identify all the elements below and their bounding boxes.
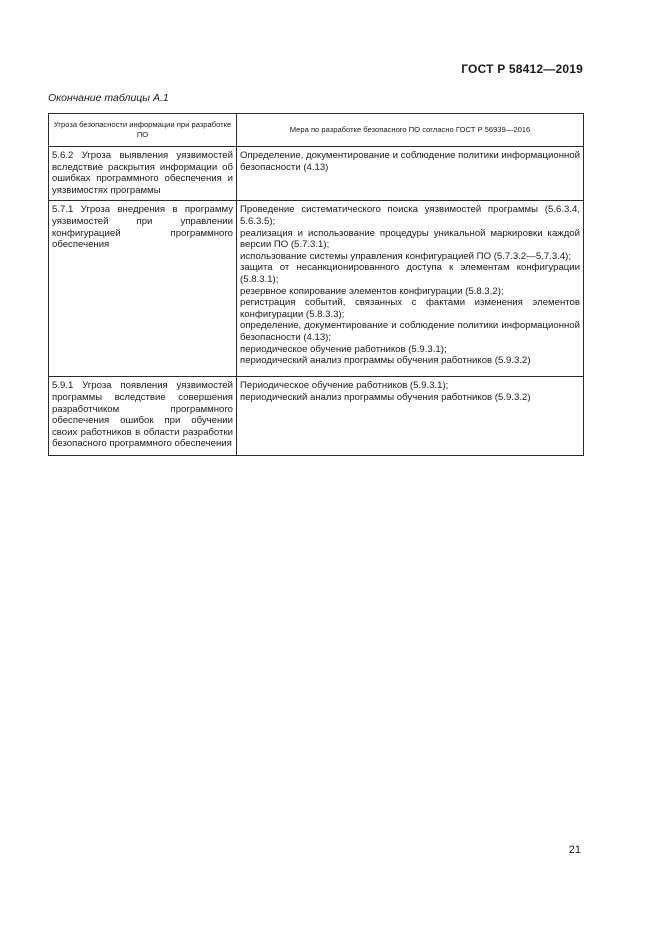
measure-item: регистрация событий, связанных с фактами изменения элементов конфигурации (5.8.3.3); xyxy=(240,297,580,320)
measure-cell xyxy=(237,201,584,377)
measure-item: реализация и использование процедуры уникальной маркировки каждой версии ПО (5.7.3.1); xyxy=(240,227,580,251)
measure-item: Периодическое обучение работников (5.9.3.1); xyxy=(240,380,449,392)
threat-measure-table xyxy=(48,113,584,456)
measure-item: использование системы управления конфигурацией ПО (5.7.3.2—5.7.3.4); xyxy=(240,250,572,262)
page-number: 21 xyxy=(568,844,581,856)
measure-item: резервное копирование элементов конфигурации (5.8.3.2); xyxy=(240,285,504,297)
measure-item: Проведение систематического поиска уязвимостей программы (5.6.3.4, 5.6.3.5); xyxy=(240,204,580,227)
threat-cell: 5.7.1 Угроза внедрения в программу уязвимостей при управлении конфигурацией программного обеспечения xyxy=(49,201,237,377)
threat-cell: 5.9.1 Угроза появления уязвимостей программы вследствие совершения разработчиком программного обеспечения ошибок при обучении своих работников в области разработки безопасного программного обеспечения xyxy=(49,377,237,456)
measure-item: определение, документирование и соблюдение политики информационной безопасности (4.13); xyxy=(240,320,580,343)
measure-item: Определение, документирование и соблюдение политики информационной безопасности (4.13) xyxy=(240,150,580,173)
column-header-threat: Угроза безопасности информации при разработке ПО xyxy=(49,114,237,147)
table-row xyxy=(49,147,584,201)
measure-item: периодический анализ программы обучения работников (5.9.3.2) xyxy=(240,391,531,403)
table-caption: Окончание таблицы А.1 xyxy=(48,92,169,104)
table-row xyxy=(49,201,584,377)
column-header-measure: Мера по разработке безопасного ПО согласно ГОСТ Р 56939—2016 xyxy=(237,114,584,147)
standard-id: ГОСТ Р 58412—2019 xyxy=(461,62,583,76)
table-header-row xyxy=(49,114,584,147)
threat-cell: 5.6.2 Угроза выявления уязвимостей вследствие раскрытия информации об ошибках программного обеспечения и уязвимостях программы xyxy=(49,147,237,201)
measure-cell xyxy=(237,147,584,201)
measure-item: защита от несанкционированного доступа к элементам конфигурации (5.8.3.1); xyxy=(240,262,580,285)
measure-item: периодический анализ программы обучения работников (5.9.3.2) xyxy=(240,355,531,367)
measure-cell xyxy=(237,377,584,456)
measure-item: периодическое обучение работников (5.9.3.1); xyxy=(240,343,447,355)
table-row xyxy=(49,377,584,456)
